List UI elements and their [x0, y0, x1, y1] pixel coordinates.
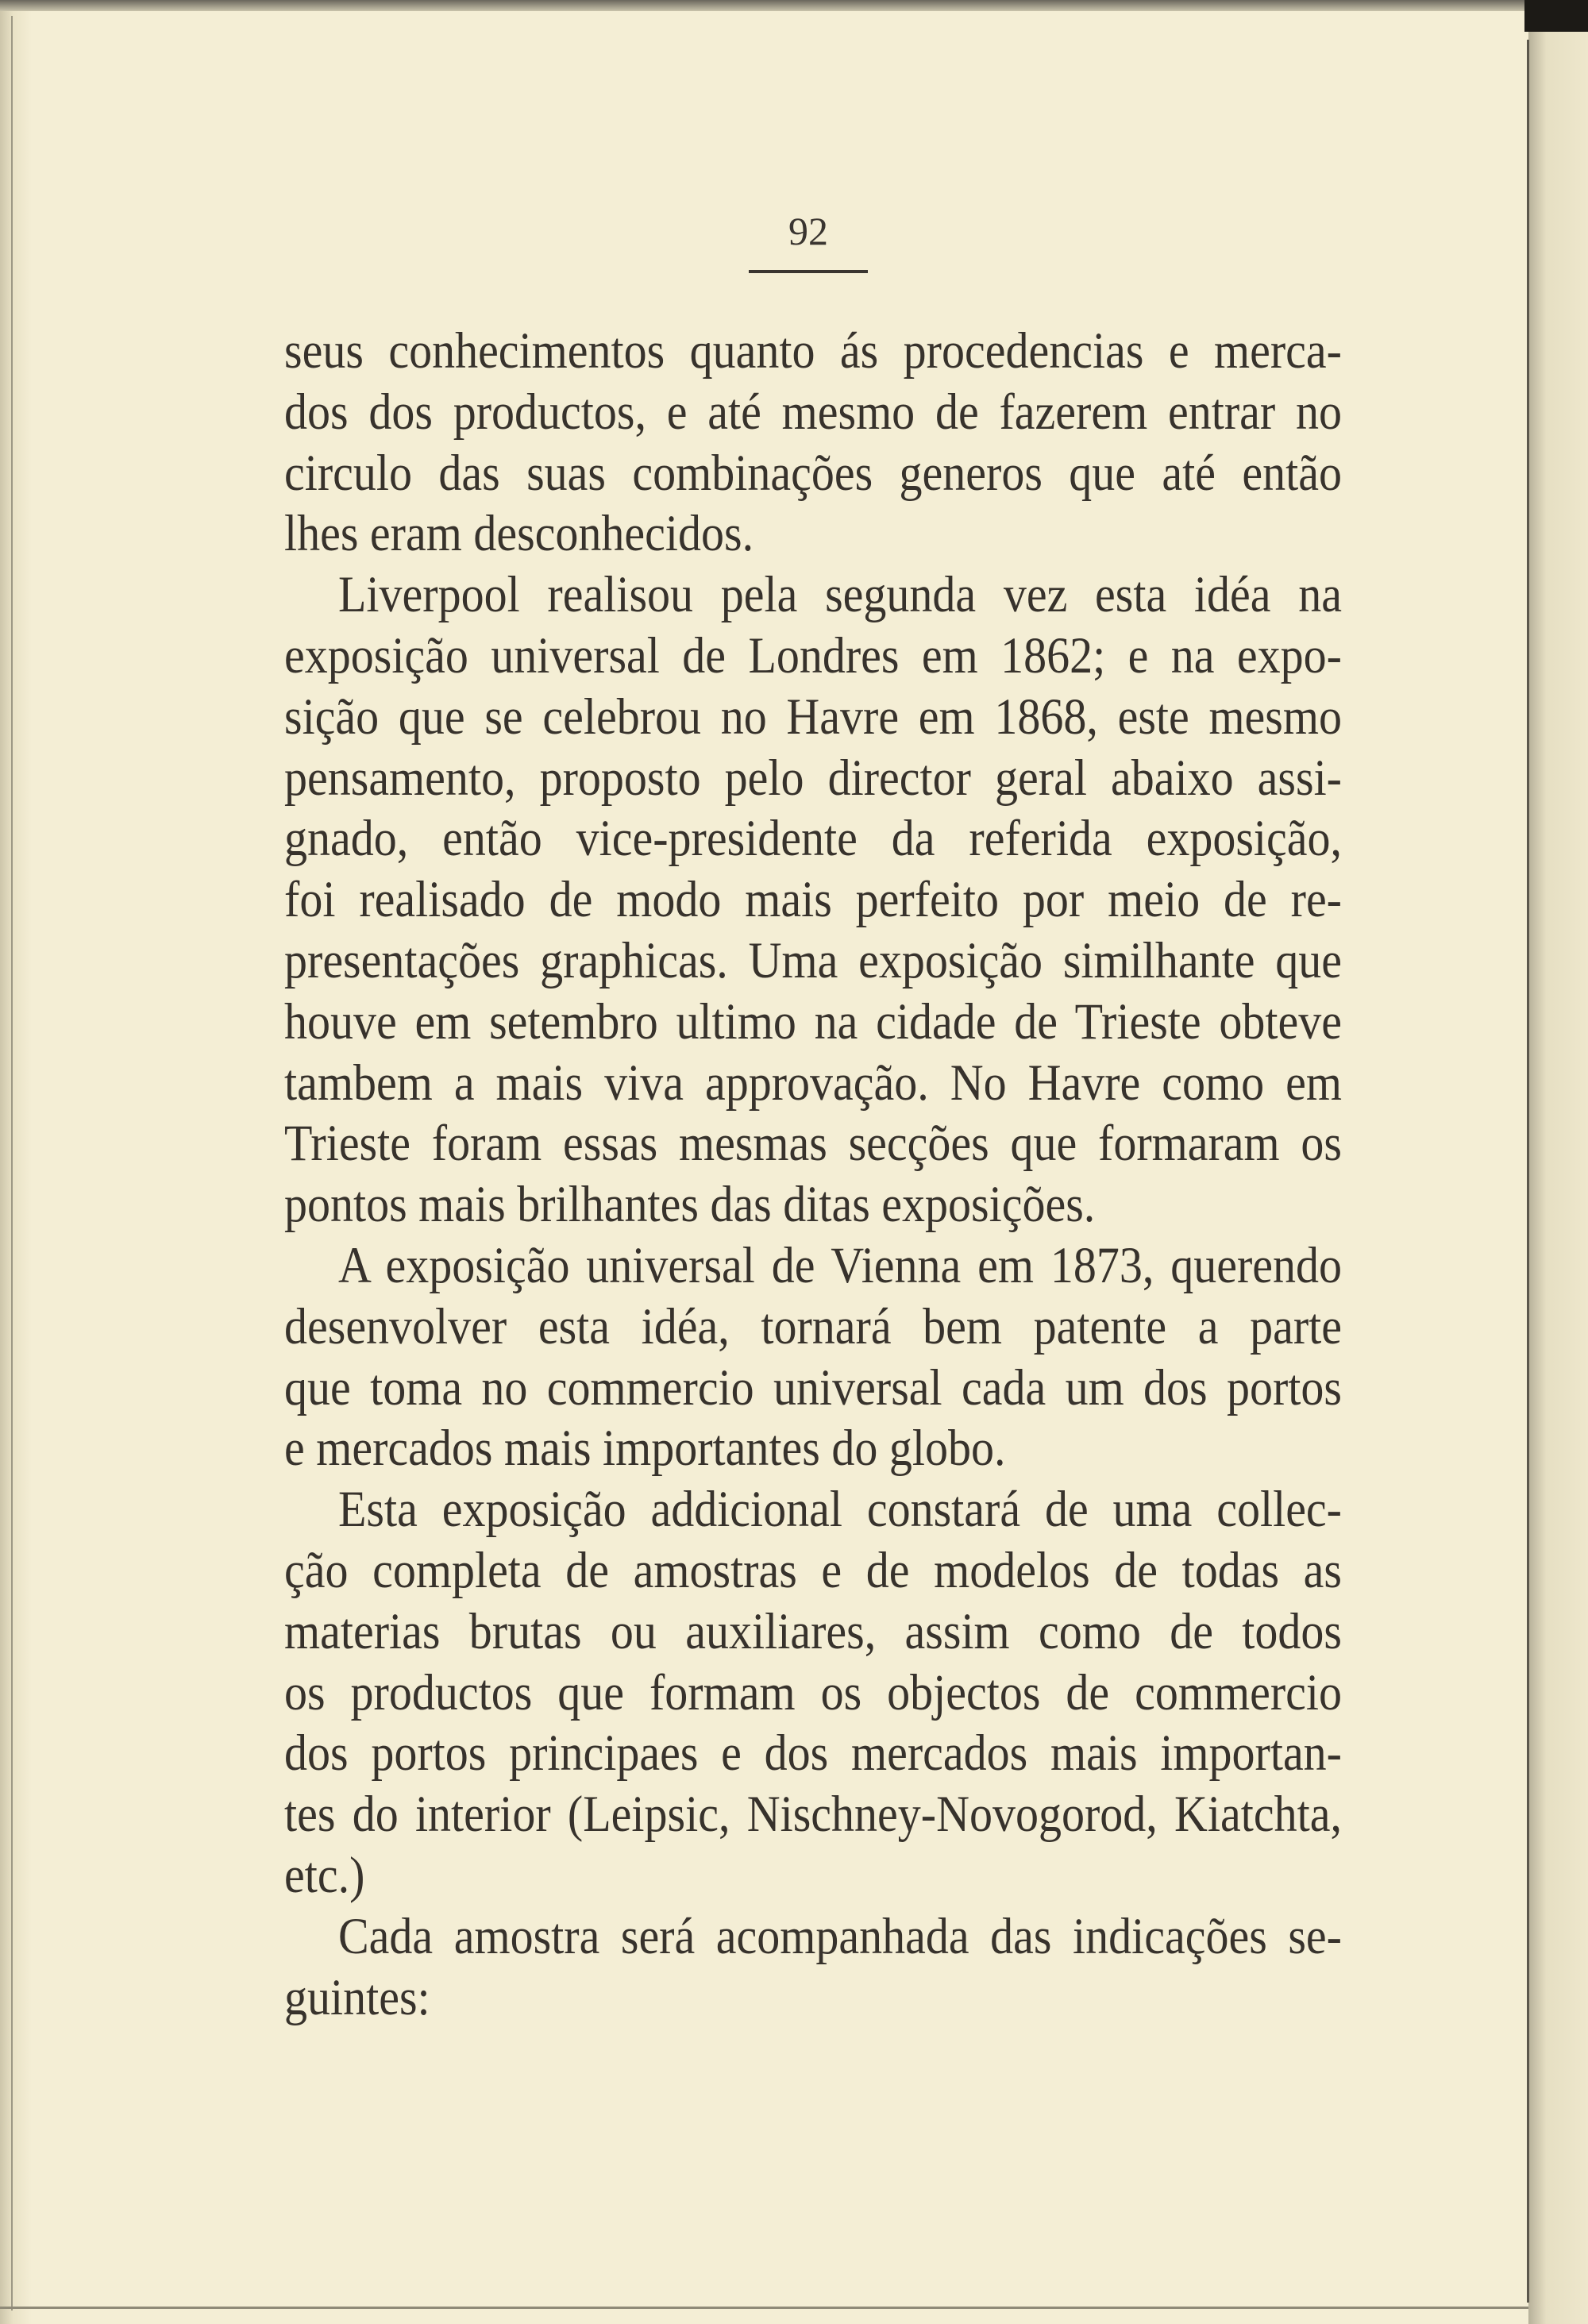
page-number-rule — [749, 270, 868, 273]
text-line: os productos que formam os objectos de commercio — [284, 1663, 1342, 1721]
text-line: seus conhecimentos quanto ás procedencias e merca- — [284, 321, 1342, 380]
text-line: A exposição universal de Vienna em 1873, querendo — [338, 1235, 1342, 1294]
scan-corner — [1524, 0, 1588, 32]
left-binding-line — [11, 16, 13, 2311]
left-page-edge — [0, 0, 32, 2324]
text-line: pontos mais brilhantes das ditas exposições. — [284, 1175, 1096, 1233]
right-page-edge — [1528, 32, 1588, 2324]
text-line: Trieste foram essas mesmas secções que formaram os — [284, 1114, 1342, 1173]
right-page-border — [1527, 40, 1529, 2303]
page-number: 92 — [788, 209, 828, 253]
text-line: dos dos productos, e até mesmo de fazerem entrar no — [284, 382, 1342, 441]
text-line: pensamento, proposto pelo director geral abaixo assi- — [284, 748, 1342, 807]
text-line: materias brutas ou auxiliares, assim como de todos — [284, 1601, 1342, 1660]
text-line: exposição universal de Londres em 1862; e na expo- — [284, 626, 1342, 684]
text-line: tes do interior (Leipsic, Nischney-Novogorod, Kiatchta, — [284, 1785, 1342, 1843]
text-line: etc.) — [284, 1845, 365, 1904]
top-page-edge — [0, 0, 1588, 11]
text-line: desenvolver esta idéa, tornará bem patente a parte — [284, 1297, 1342, 1355]
bottom-page-edge — [0, 2307, 1528, 2309]
text-line: guintes: — [284, 1967, 430, 2026]
text-line: Liverpool realisou pela segunda vez esta idéa na — [338, 565, 1342, 623]
text-line: circulo das suas combinações generos que até então — [284, 443, 1342, 502]
text-line: presentações graphicas. Uma exposição similhante que — [284, 931, 1342, 989]
body-text — [284, 321, 1342, 2028]
text-line: Cada amostra será acompanhada das indicações se- — [338, 1906, 1342, 1965]
text-line: Esta exposição addicional constará de uma collec- — [338, 1480, 1342, 1538]
text-line: gnado, então vice-presidente da referida exposição, — [284, 809, 1342, 868]
text-line: foi realisado de modo mais perfeito por meio de re- — [284, 870, 1342, 928]
text-line: tambem a mais viva approvação. No Havre como em — [284, 1053, 1342, 1112]
text-line: que toma no commercio universal cada um dos portos — [284, 1358, 1342, 1416]
text-line: houve em setembro ultimo na cidade de Trieste obteve — [284, 992, 1342, 1050]
text-line: ção completa de amostras e de modelos de todas as — [284, 1540, 1342, 1599]
text-line: dos portos principaes e dos mercados mais importan- — [284, 1724, 1342, 1783]
text-line: sição que se celebrou no Havre em 1868, este mesmo — [284, 687, 1342, 746]
text-line: e mercados mais importantes do globo. — [284, 1419, 1006, 1478]
text-line: lhes eram desconhecidos. — [284, 504, 754, 563]
